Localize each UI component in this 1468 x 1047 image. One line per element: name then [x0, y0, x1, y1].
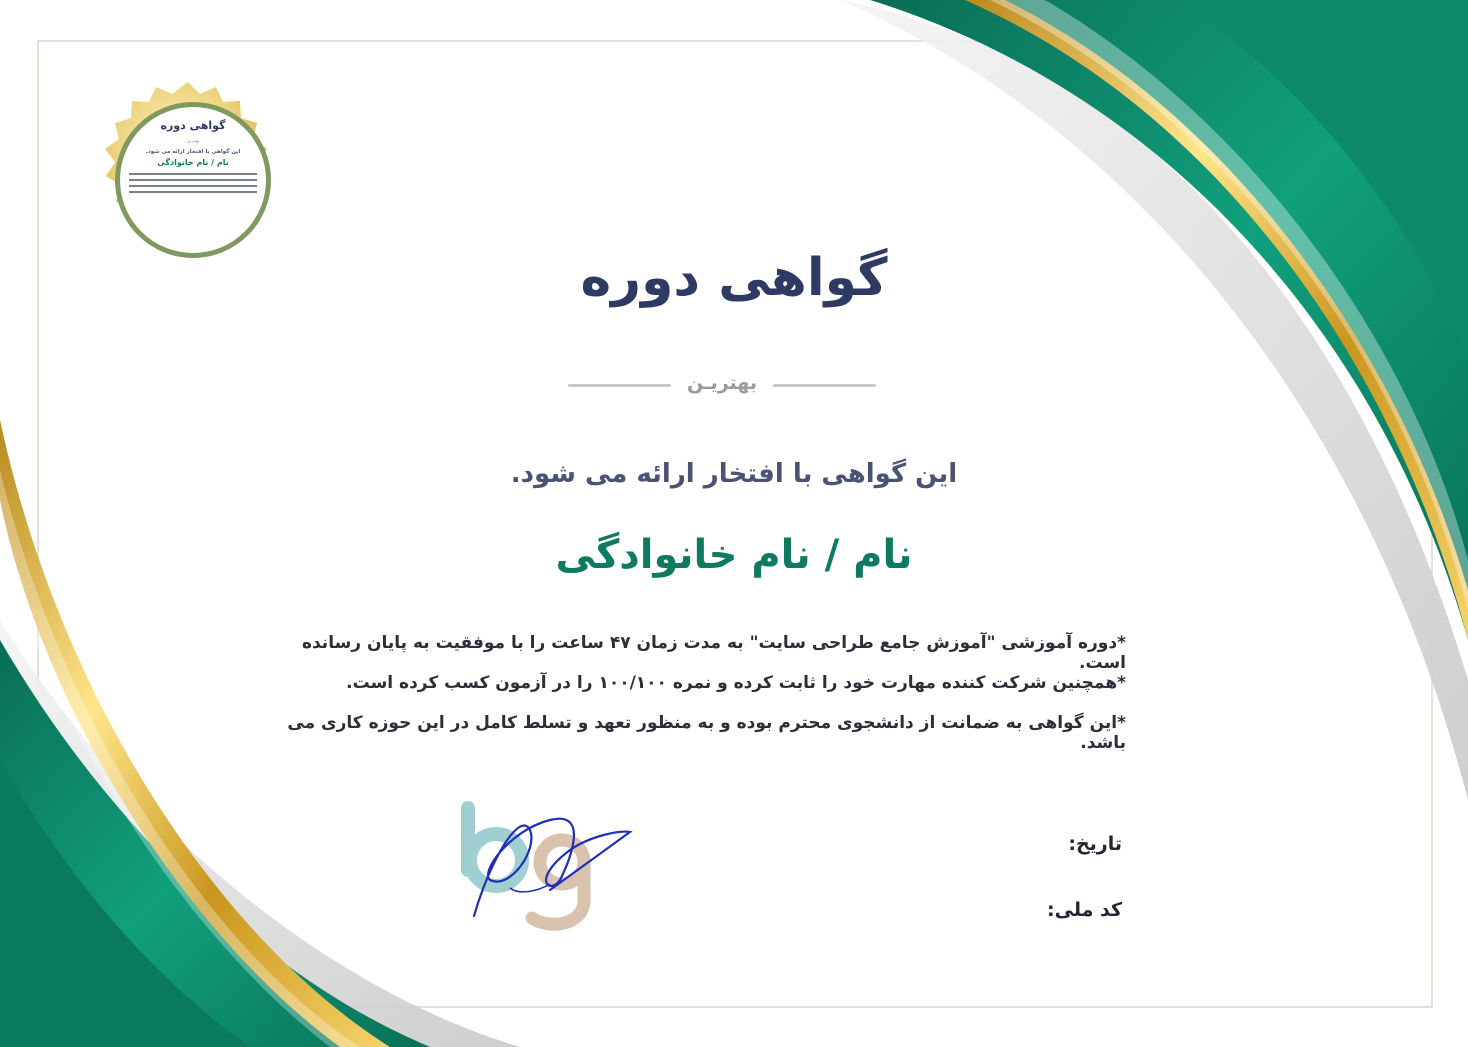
- certificate-intro: این گواهی با افتخار ارائه می شود.: [510, 459, 958, 489]
- divider-left: [568, 384, 671, 387]
- body-line-guarantee: *این گواهی به ضمانت از دانشجوی محترم بوده و به منظور تعهد و تسلط کامل در این حوزه کاری می باشد.: [287, 713, 1126, 753]
- seal-content: [115, 102, 271, 258]
- brand-logo-signature-icon: [450, 800, 640, 940]
- recipient-name: نام / نام خانوادگی: [555, 532, 913, 578]
- seal-text-lines: [129, 173, 257, 193]
- seal-recipient: نام / نام خانوادگی: [157, 158, 229, 167]
- certificate-subtitle: بهتریـن: [687, 372, 757, 394]
- seal-intro: این گواهی با افتخار ارائه می شود.: [145, 149, 241, 155]
- date-label: تاریخ:: [1068, 833, 1122, 855]
- divider-right: [773, 384, 876, 387]
- body-line-course: *دوره آموزشی "آموزش جامع طراحی سایت" به مدت زمان ۴۷ ساعت را با موفقیت به پایان رسانده است.: [301, 633, 1126, 673]
- national-code-label: کد ملی:: [1047, 899, 1122, 921]
- seal-title: گواهی دوره: [160, 119, 226, 132]
- body-line-score: *همچنین شرکت کننده مهارت خود را ثابت کرده و نمره ۱۰۰/۱۰۰ را در آزمون کسب کرده است.: [346, 673, 1126, 693]
- seal-subtitle: بهترین: [186, 138, 200, 144]
- certificate-title: گواهی دوره: [580, 248, 888, 308]
